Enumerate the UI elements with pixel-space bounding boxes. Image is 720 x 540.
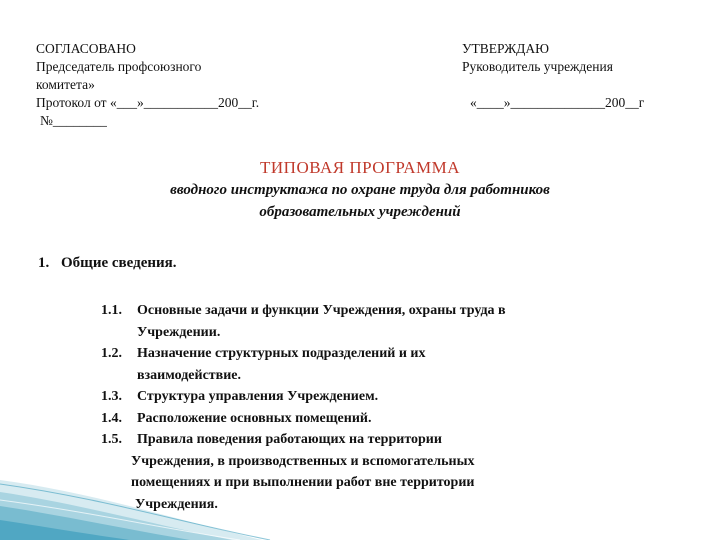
- item-text: Структура управления Учреждением.: [137, 389, 379, 404]
- item-number: 1.4.: [101, 410, 122, 426]
- approval-left-number: №________: [40, 113, 107, 128]
- approval-right-line1: Руководитель учреждения: [462, 59, 613, 74]
- item-number: 1.2.: [101, 346, 122, 361]
- item-number: 1.3.: [101, 389, 122, 404]
- item-text: Учреждении.: [137, 324, 221, 340]
- approval-right-heading: УТВЕРЖДАЮ: [462, 41, 550, 56]
- document-subtitle-line1: вводного инструктажа по охране труда для работников: [170, 182, 550, 198]
- item-text: Правила поведения работающих на территории: [137, 432, 442, 447]
- list-item: [101, 300, 506, 322]
- section-heading: [38, 255, 177, 272]
- item-text: Учреждения.: [135, 496, 218, 512]
- decorative-swoosh: [0, 420, 720, 540]
- document-subtitle-line2: образовательных учреждений: [259, 204, 461, 220]
- document-title: ТИПОВАЯ ПРОГРАММА: [260, 158, 460, 177]
- item-text: Расположение основных помещений.: [137, 410, 372, 426]
- item-text: Учреждения, в производственных и вспомогательных: [131, 453, 475, 469]
- approval-left-block: [36, 40, 259, 130]
- item-text: взаимодействие.: [137, 367, 241, 383]
- list-item: [101, 386, 506, 408]
- approval-left-protocol: Протокол от «___»___________200__г.: [36, 95, 260, 110]
- approval-left-line2: комитета»: [36, 77, 95, 92]
- item-number: 1.1.: [101, 303, 122, 318]
- list-item: [101, 343, 506, 365]
- section-number: 1.: [38, 255, 50, 271]
- approval-left-heading: СОГЛАСОВАНО: [36, 41, 136, 56]
- approval-left-line1: Председатель профсоюзного: [36, 59, 202, 74]
- list-item-continuation: [101, 322, 506, 344]
- item-text: Назначение структурных подразделений и их: [137, 346, 426, 361]
- item-number: 1.5.: [101, 432, 122, 447]
- section-label: Общие сведения.: [61, 255, 177, 271]
- approval-right-date: «____»______________200__г: [470, 95, 645, 110]
- item-text: помещениях и при выполнении работ вне территории: [131, 475, 475, 490]
- approval-right-block: [462, 40, 644, 112]
- list-item-continuation: [101, 365, 506, 387]
- item-text: Основные задачи и функции Учреждения, охраны труда в: [137, 303, 506, 318]
